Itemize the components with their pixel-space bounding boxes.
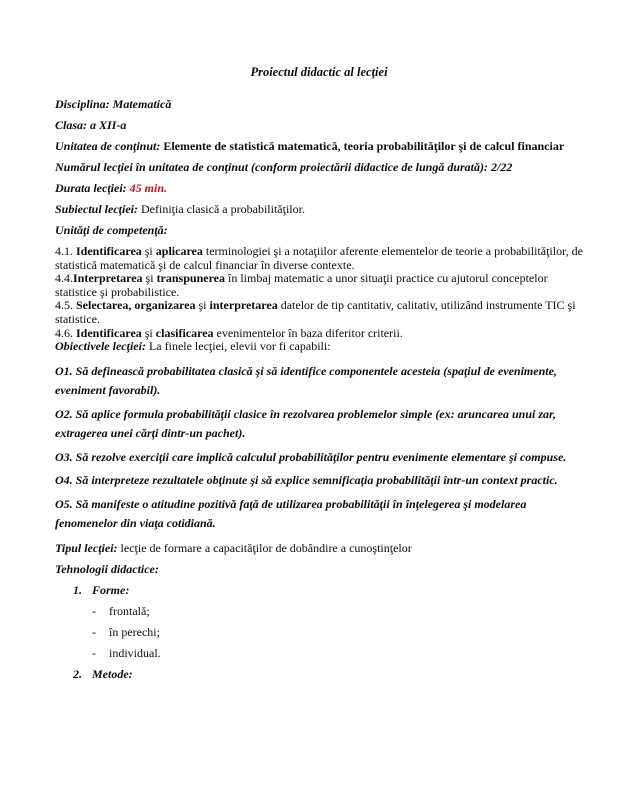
text-segment: Identificarea <box>76 325 142 340</box>
forms-list-item <box>55 580 583 600</box>
text-segment: şi <box>141 325 156 340</box>
text-segment: Obiectivele lecţiei: <box>55 339 149 354</box>
lesson-type-line <box>55 538 583 559</box>
text-segment: interpretarea <box>209 298 278 313</box>
text-segment: 4.5. <box>55 298 76 313</box>
text-segment: O5. Să manifeste o atitudine pozitivă faţă de utilizarea probabilităţii în înţelegerea şi modelarea fenomenelor din viaţa cotidiană. <box>55 496 527 531</box>
form-individual-item <box>55 643 583 663</box>
text-segment: O3. Să rezolve exerciţii care implică calculul probabilităţilor pentru evenimente elementare şi compuse. <box>55 449 567 464</box>
objective-o5 <box>55 495 583 534</box>
text-segment: Metode: <box>92 666 133 681</box>
text-segment: Interpretarea <box>73 271 143 286</box>
text-segment: Tehnologii didactice: <box>55 561 159 576</box>
list-marker: - <box>92 603 96 618</box>
document-body <box>55 94 583 684</box>
class-line <box>55 115 583 136</box>
text-segment: datelor de tip cantitativ, calitativ, utilizând instrumente TIC şi statistice. <box>55 298 576 326</box>
text-segment: individual. <box>109 645 161 660</box>
text-segment: Unităţi de competenţă: <box>55 223 168 237</box>
objective-o3 <box>55 448 583 468</box>
form-pairs-item <box>55 622 583 642</box>
methods-list-item <box>55 664 583 684</box>
didactic-technologies-heading <box>55 559 583 580</box>
page-title: Proiectul didactic al lecţiei <box>250 65 388 79</box>
text-segment: transpunerea <box>156 271 226 286</box>
text-segment: şi <box>141 244 156 258</box>
list-marker: - <box>92 624 96 639</box>
text-segment: 4.6. <box>55 325 76 340</box>
subject-line <box>55 199 583 220</box>
text-segment: Tipul lecţiei: <box>55 540 121 555</box>
competence-4-6 <box>55 327 583 341</box>
competence-4-4 <box>55 272 583 299</box>
duration-line <box>55 178 583 199</box>
text-segment: lecţie de formare a capacităţilor de dobândire a cunoştinţelor <box>120 540 412 555</box>
text-segment: Elemente de statistică matematică, teoria probabilităţilor şi de calcul financiar <box>163 139 565 153</box>
text-segment: Durata lecţiei: <box>55 181 130 195</box>
text-segment: în perechi; <box>109 624 160 639</box>
text-segment: Disciplina: Matematică <box>55 97 172 111</box>
text-segment: Unitatea de conţinut: <box>55 139 164 153</box>
objective-o1 <box>55 362 583 401</box>
list-marker: 2. <box>73 666 82 681</box>
text-segment: Identificarea <box>76 244 142 258</box>
form-frontal-item <box>55 601 583 621</box>
text-segment: Subiectul lecţiei: <box>55 202 141 216</box>
text-segment: Selectarea, organizarea <box>76 298 196 313</box>
content-unit-line <box>55 136 583 157</box>
text-segment: şi <box>142 271 157 286</box>
list-marker: - <box>92 645 96 660</box>
competence-4-5 <box>55 299 583 326</box>
text-segment: 4.1. <box>55 244 76 258</box>
text-segment: La finele lecţiei, elevii vor fi capabili: <box>148 339 331 354</box>
text-segment: terminologiei şi a notaţiilor aferente elementelor de teorie a probabilităţilor, de statistică matematică şi de calcul financiar în diverse contexte. <box>55 244 583 272</box>
text-segment: în limbaj matematic a unor situaţii practice cu ajutorul conceptelor statistice şi probabilistice. <box>55 271 548 299</box>
text-segment: O1. Să definească probabilitatea clasică şi să identifice componentele acesteia (spaţiul de evenimente, eveniment favorabil). <box>55 363 557 398</box>
text-segment: 45 min. <box>129 181 167 195</box>
discipline-line <box>55 94 583 115</box>
text-segment: Numărul lecţiei în unitatea de conţinut (conform proiectării didactice de lungă durată): 2/22 <box>55 160 513 174</box>
text-segment: Definiţia clasică a probabilităţilor. <box>141 202 305 216</box>
lesson-number-line <box>55 157 583 178</box>
text-segment: O2. Să aplice formula probabilităţii clasice în rezolvarea problemelor simple (ex: aruncarea unui zar, extragerea unei cărţi dintr-un pachet). <box>55 406 557 441</box>
list-marker: 1. <box>73 582 82 597</box>
objective-o4 <box>55 471 583 491</box>
objectives-lead <box>55 340 583 354</box>
objective-o2 <box>55 405 583 444</box>
text-segment: aplicarea <box>155 244 203 258</box>
text-segment: evenimentelor în baza diferitor criterii. <box>213 325 403 340</box>
text-segment: 4.4. <box>55 271 73 286</box>
text-segment: Clasa: a XII-a <box>55 118 127 132</box>
text-segment: Forme: <box>92 582 130 597</box>
competence-units-heading <box>55 220 583 241</box>
text-segment: frontală; <box>109 603 150 618</box>
text-segment: O4. Să interpreteze rezultatele obţinute şi să explice semnificaţia probabilităţii într-un context practic. <box>55 473 558 488</box>
text-segment: şi <box>195 298 210 313</box>
text-segment: clasificarea <box>155 325 214 340</box>
competence-4-1 <box>55 245 583 272</box>
